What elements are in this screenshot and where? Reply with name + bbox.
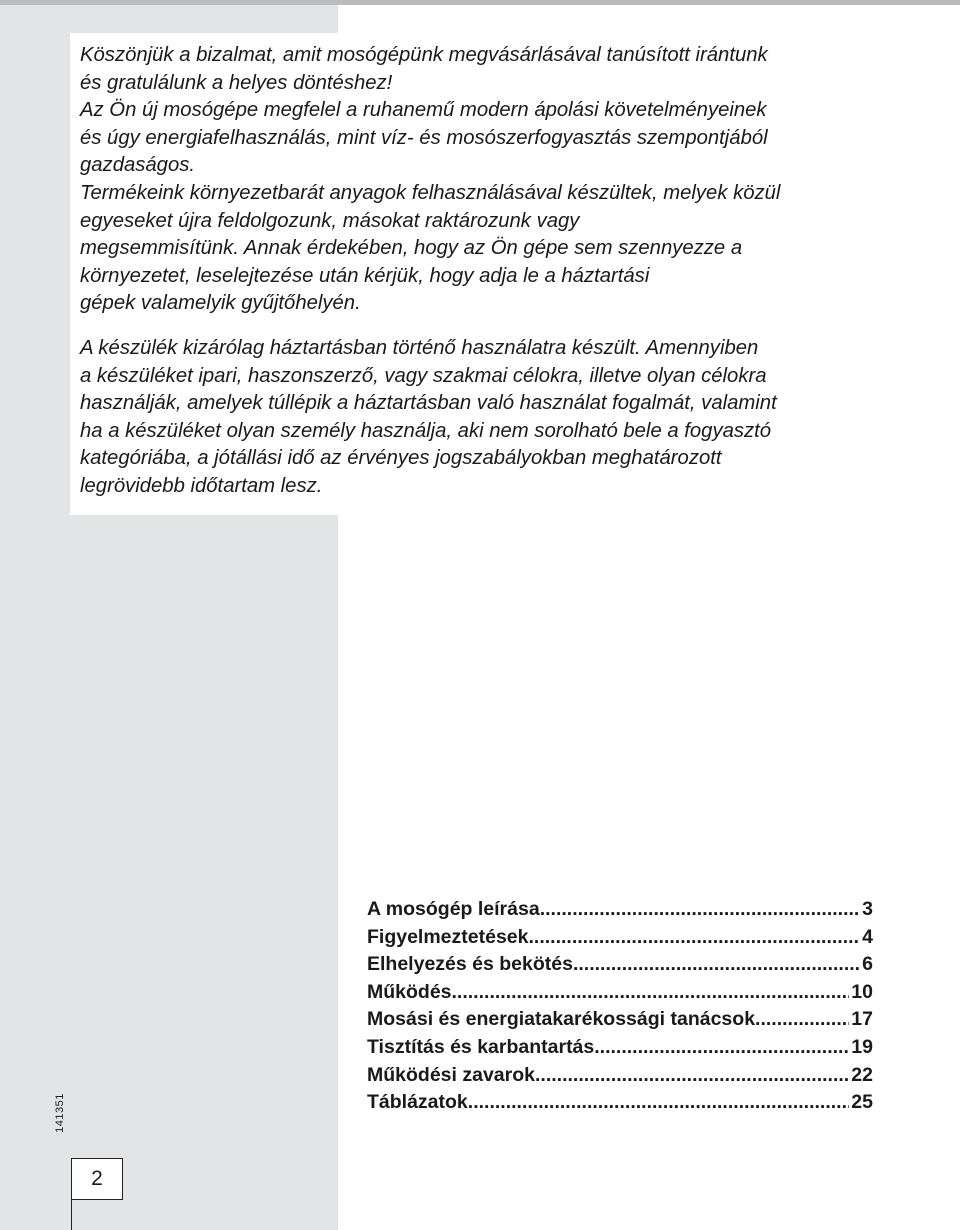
toc-leader-dots (540, 896, 860, 924)
toc-entry-title: Működés (367, 980, 452, 1003)
table-of-contents (367, 896, 873, 1117)
intro-paragraph-1 (80, 42, 930, 318)
toc-entry[interactable] (367, 1062, 873, 1090)
toc-entry-title: Működési zavarok (367, 1063, 535, 1086)
intro-line: Termékeink környezetbarát anyagok felhasználásával készültek, melyek közül (80, 181, 781, 204)
toc-entry[interactable] (367, 1089, 873, 1117)
toc-entry-page: 22 (851, 1063, 873, 1086)
toc-entry-page: 25 (851, 1091, 873, 1114)
intro-line: A készülék kizárólag háztartásban történő használatra készült. Amennyiben (80, 336, 759, 359)
toc-leader-dots (755, 1006, 849, 1034)
page-number-box (71, 1158, 123, 1200)
toc-entry[interactable] (367, 951, 873, 979)
toc-entry[interactable] (367, 924, 873, 952)
intro-line: a készüléket ipari, haszonszerző, vagy szakmai célokra, illetve olyan célokra (80, 364, 767, 387)
toc-entry[interactable] (367, 1034, 873, 1062)
intro-line: ha a készüléket olyan személy használja, aki nem sorolható bele a fogyasztó (80, 419, 772, 442)
toc-entry-title: A mosógép leírása (367, 898, 540, 920)
intro-line: legrövidebb időtartam lesz. (80, 474, 323, 497)
intro-line: használják, amelyek túllépik a háztartásban való használat fogalmát, valamint (80, 392, 777, 415)
intro-line: Az Ön új mosógépe megfelel a ruhanemű modern ápolási követelményeinek (80, 99, 767, 122)
document-code: 141351 (54, 1093, 66, 1133)
toc-entry-title: Elhelyezés és bekötés (367, 953, 573, 976)
toc-entry-page: 3 (862, 898, 873, 920)
intro-line: környezetet, leselejtezése után kérjük, hogy adja le a háztartási (80, 264, 650, 287)
intro-line: és úgy energiafelhasználás, mint víz- és mosószerfogyasztás szempontjából (80, 126, 768, 149)
toc-leader-dots (468, 1089, 850, 1117)
intro-line: Köszönjük a bizalmat, amit mosógépünk megvásárlásával tanúsított irántunk (80, 44, 768, 66)
toc-leader-dots (452, 979, 850, 1007)
toc-entry-page: 6 (862, 953, 873, 976)
page-number: 2 (91, 1167, 103, 1190)
toc-entry[interactable] (367, 896, 873, 924)
toc-entry-title: Figyelmeztetések (367, 925, 529, 948)
toc-entry[interactable] (367, 979, 873, 1007)
intro-line: egyeseket újra feldolgozunk, másokat raktározunk vagy (80, 209, 580, 232)
intro-line: kategóriába, a jótállási idő az érvényes jogszabályokban meghatározott (80, 447, 722, 470)
toc-entry-title: Tisztítás és karbantartás (367, 1035, 595, 1058)
intro-line: és gratulálunk a helyes döntéshez! (80, 71, 393, 94)
intro-line: gazdaságos. (80, 154, 196, 177)
toc-entry-page: 4 (862, 925, 873, 948)
toc-leader-dots (594, 1034, 849, 1062)
intro-paragraph-2 (80, 335, 930, 501)
toc-leader-dots (529, 924, 861, 952)
toc-entry-title: Táblázatok (367, 1091, 468, 1114)
toc-entry[interactable] (367, 1006, 873, 1034)
toc-entry-page: 19 (851, 1035, 873, 1058)
toc-entry-title: Mosási és energiatakarékossági tanácsok (367, 1008, 756, 1031)
intro-text (80, 42, 930, 501)
toc-leader-dots (535, 1062, 849, 1090)
toc-entry-page: 17 (851, 1008, 873, 1031)
toc-leader-dots (573, 951, 860, 979)
intro-line: gépek valamelyik gyűjtőhelyén. (80, 292, 361, 315)
intro-line: megsemmisítünk. Annak érdekében, hogy az Ön gépe sem szennyezze a (80, 237, 743, 260)
page-number-rule (71, 1199, 72, 1230)
toc-entry-page: 10 (851, 980, 873, 1003)
